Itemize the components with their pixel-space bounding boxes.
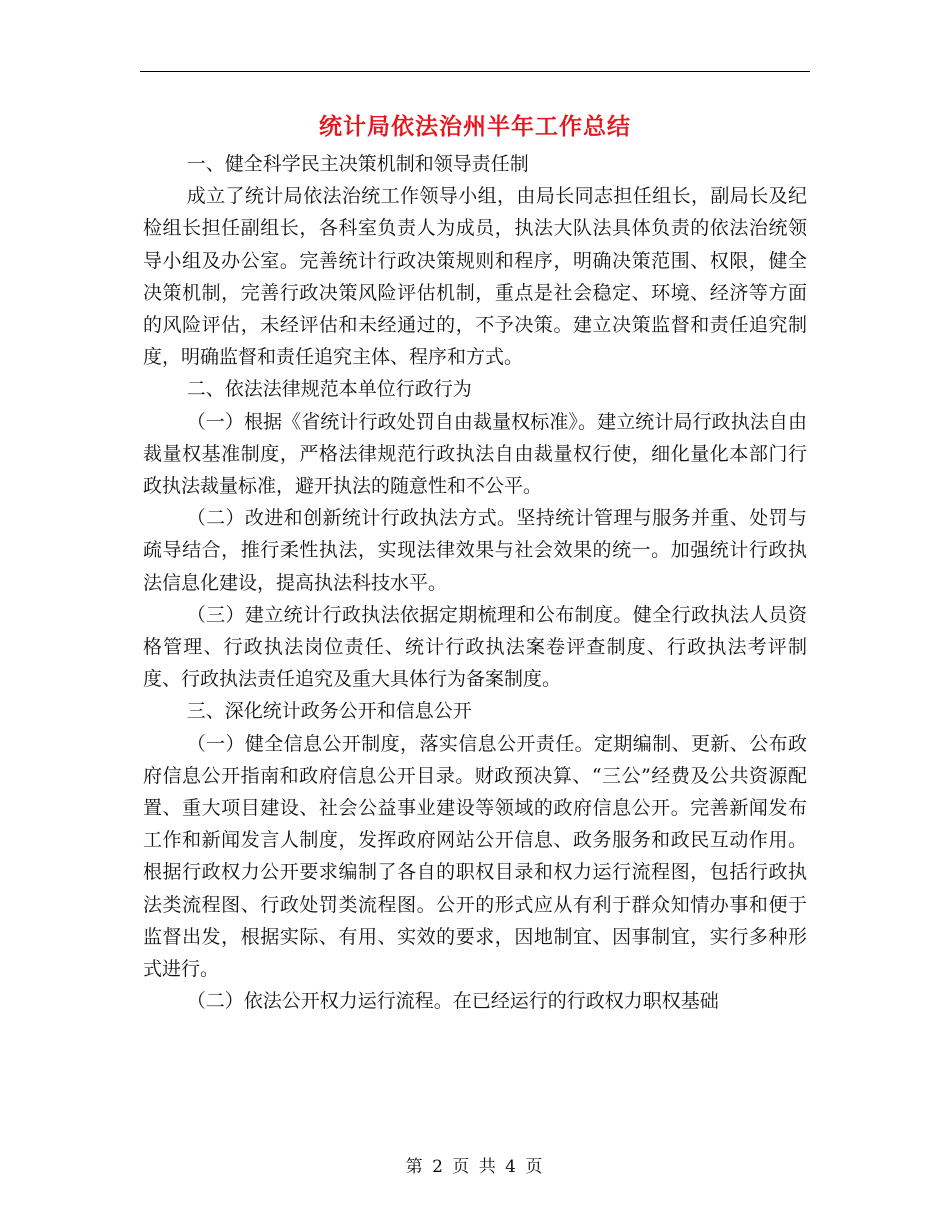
paragraph: （二）改进和创新统计行政执法方式。坚持统计管理与服务并重、处罚与疏导结合，推行柔性执法，实现法律效果与社会效果的统一。加强统计行政执法信息化建设，提高执法科技水平。 bbox=[143, 507, 807, 594]
document-title: 统计局依法治州半年工作总结 bbox=[319, 113, 631, 140]
section-heading-2: 二、依法法律规范本单位行政行为 bbox=[186, 378, 472, 401]
paragraph: （二）依法公开权力运行流程。在已经运行的行政权力职权基础 bbox=[186, 990, 719, 1013]
page-number-footer: 第 2 页 共 4 页 bbox=[405, 1157, 545, 1177]
document-body bbox=[143, 148, 807, 1017]
paragraph: 成立了统计局依法治统工作领导小组，由局长同志担任组长，副局长及纪检组长担任副组长，各科室负责人为成员，执法大队法具体负责的依法治统领导小组及办公室。完善统计行政决策规则和程序，明确决策范围、权限，健全决策机制，完善行政决策风险评估机制，重点是社会稳定、环境、经济等方面的风险评估，未经评估和未经通过的，不予决策。建立决策监督和责任追究制度，明确监督和责任追究主体、程序和方式。 bbox=[143, 185, 807, 369]
paragraph: （一）根据《省统计行政处罚自由裁量权标准》。建立统计局行政执法自由裁量权基准制度，严格法律规范行政执法自由裁量权行使，细化量化本部门行政执法裁量标准，避开执法的随意性和不公平。 bbox=[143, 410, 807, 498]
header-rule bbox=[140, 71, 810, 72]
section-heading-1: 一、健全科学民主决策机制和领导责任制 bbox=[186, 153, 529, 175]
paragraph: （三）建立统计行政执法依据定期梳理和公布制度。健全行政执法人员资格管理、行政执法岗位责任、统计行政执法案卷评查制度、行政执法考评制度、行政执法责任追究及重大具体行为备案制度。 bbox=[143, 603, 807, 691]
section-heading-3: 三、深化统计政务公开和信息公开 bbox=[186, 700, 472, 723]
paragraph: （一）健全信息公开制度，落实信息公开责任。定期编制、更新、公布政府信息公开指南和政府信息公开目录。财政预决算、“三公”经费及公共资源配置、重大项目建设、社会公益事业建设等领域的政府信息公开。完善新闻发布工作和新闻发言人制度，发挥政府网站公开信息、政务服务和政民互动作用。根据行政权力公开要求编制了各自的职权目录和权力运行流程图，包括行政执法类流程图、行政处罚类流程图。公开的形式应从有利于群众知情办事和便于监督出发，根据实际、有用、实效的要求，因地制宜、因事制宜，实行多种形式进行。 bbox=[143, 732, 807, 981]
